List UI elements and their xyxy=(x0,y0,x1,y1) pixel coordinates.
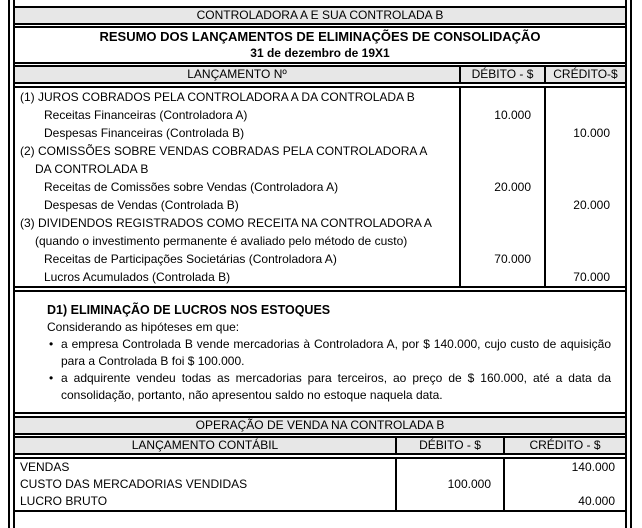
eliminations-header-entry: LANÇAMENTO Nº xyxy=(187,67,287,81)
entry-debit: 20.000 xyxy=(459,178,544,196)
entry-credit: 20.000 xyxy=(544,196,625,214)
entry-credit xyxy=(544,250,625,268)
entry-credit: 70.000 xyxy=(544,268,625,286)
entry-credit xyxy=(544,178,625,196)
entry-credit xyxy=(544,106,625,124)
entry-credit: 140.000 xyxy=(503,459,625,476)
sale-header-debit: DÉBITO - $ xyxy=(395,438,503,453)
entry-description: DA CONTROLADA B xyxy=(35,162,149,176)
entry-credit xyxy=(544,88,625,106)
sale-operation-title-bar xyxy=(13,416,627,435)
entry-description: Lucros Acumulados (Controlada B) xyxy=(44,270,231,284)
entry-description: Despesas de Vendas (Controlada B) xyxy=(44,198,239,212)
sale-operation-table-body xyxy=(13,457,627,512)
entry-credit xyxy=(503,476,625,493)
summary-header-box xyxy=(13,26,627,64)
note-intro: Considerando as hipóteses em que: xyxy=(47,320,240,334)
entry-debit xyxy=(459,160,544,178)
summary-date: 31 de dezembro de 19X1 xyxy=(250,46,390,60)
entry-debit xyxy=(459,124,544,142)
entry-description: Receitas Financeiras (Controladora A) xyxy=(44,108,248,122)
sale-header-entry: LANÇAMENTO CONTÁBIL xyxy=(131,438,279,452)
eliminations-header-debit: DÉBITO - $ xyxy=(459,67,544,82)
sale-operation-title: OPERAÇÃO DE VENDA NA CONTROLADA B xyxy=(195,418,445,432)
entry-debit xyxy=(459,232,544,250)
entry-description: Receitas de Participações Societárias (Controladora A) xyxy=(44,252,337,266)
entry-debit xyxy=(395,493,503,510)
entry-credit xyxy=(544,160,625,178)
eliminations-table-header xyxy=(13,65,627,84)
inventory-profit-note xyxy=(13,290,627,414)
entry-debit xyxy=(395,459,503,476)
entry-description: Receitas de Comissões sobre Vendas (Controladora A) xyxy=(44,180,339,194)
entry-description: LUCRO BRUTO xyxy=(20,494,108,508)
entry-debit: 70.000 xyxy=(459,250,544,268)
entry-credit xyxy=(544,232,625,250)
summary-title: RESUMO DOS LANÇAMENTOS DE ELIMINAÇÕES DE CONSOLIDAÇÃO xyxy=(99,29,541,44)
entry-debit xyxy=(459,196,544,214)
entry-credit: 10.000 xyxy=(544,124,625,142)
entry-debit xyxy=(459,268,544,286)
entry-debit xyxy=(459,214,544,232)
entry-debit: 10.000 xyxy=(459,106,544,124)
note-heading: D1) ELIMINAÇÃO DE LUCROS NOS ESTOQUES xyxy=(47,303,331,317)
company-title-bar xyxy=(13,6,627,25)
entry-description: Despesas Financeiras (Controlada B) xyxy=(44,126,245,140)
frame-line-left-outer xyxy=(8,0,10,528)
sale-header-credit: CRÉDITO - $ xyxy=(503,438,625,453)
document-content xyxy=(13,6,627,512)
entry-debit xyxy=(459,88,544,106)
eliminations-table-body xyxy=(13,86,627,288)
eliminations-header-credit: CRÉDITO-$ xyxy=(544,67,625,82)
note-bullet: • a adquirente vendeu todas as mercadorias para terceiros, ao preço de $ 160.000, até a data da consolidação, portanto, não apresentou saldo no estoque naquela data. xyxy=(47,370,611,404)
note-bullet: • a empresa Controlada B vende mercadorias à Controladora A, por $ 140.000, cujo custo de aquisição para a Controlada B foi $ 100.000. xyxy=(47,336,611,370)
entry-debit: 100.000 xyxy=(395,476,503,493)
entry-description: (2) COMISSÕES SOBRE VENDAS COBRADAS PELA CONTROLADORA A xyxy=(20,144,428,158)
entry-debit xyxy=(459,142,544,160)
entry-description: CUSTO DAS MERCADORIAS VENDIDAS xyxy=(20,477,248,491)
entry-credit xyxy=(544,214,625,232)
entry-description: (1) JUROS COBRADOS PELA CONTROLADORA A DA CONTROLADA B xyxy=(20,90,415,104)
company-title: CONTROLADORA A E SUA CONTROLADA B xyxy=(196,8,444,22)
entry-description: (3) DIVIDENDOS REGISTRADOS COMO RECEITA NA CONTROLADORA A xyxy=(20,216,432,230)
entry-description: (quando o investimento permanente é avaliado pelo método de custo) xyxy=(35,234,408,248)
sale-operation-table-header xyxy=(13,436,627,455)
entry-description: VENDAS xyxy=(20,460,70,474)
entry-credit: 40.000 xyxy=(503,493,625,510)
entry-credit xyxy=(544,142,625,160)
frame-line-right-outer xyxy=(630,0,632,528)
